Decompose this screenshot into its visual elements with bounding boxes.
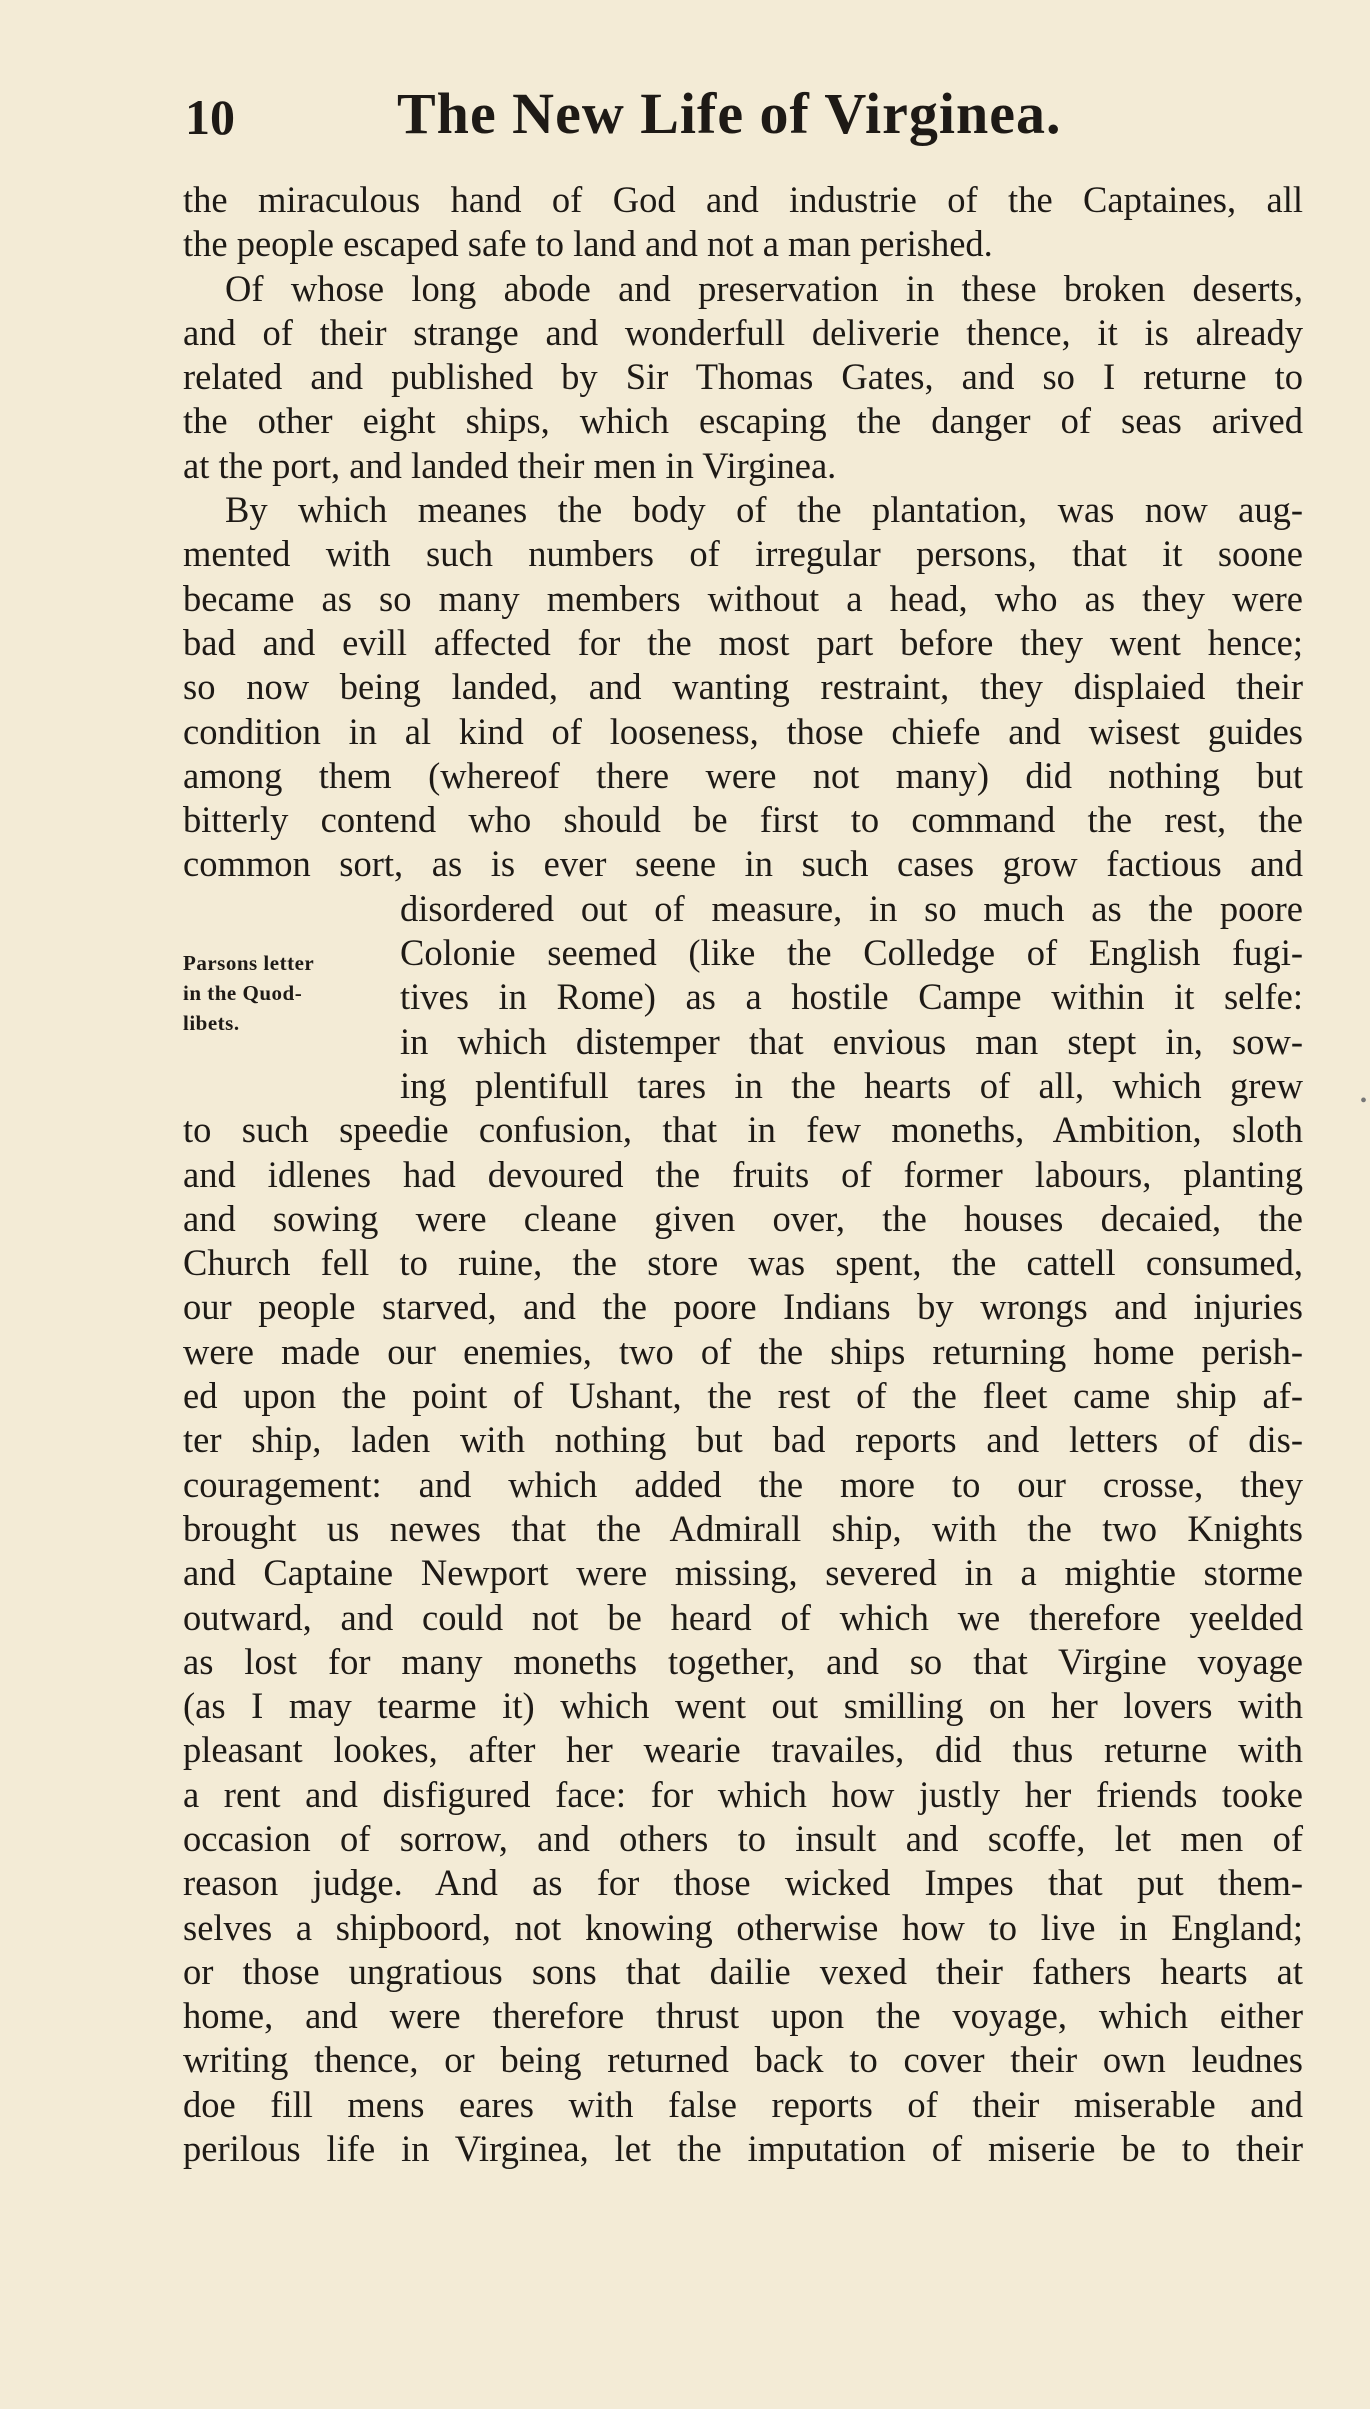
text-line: common sort, as is ever seene in such cases grow factious and bbox=[183, 843, 1303, 885]
text-line: disordered out of measure, in so much as the poore bbox=[400, 887, 1303, 929]
text-line: and of their strange and wonderfull deliverie thence, it is already bbox=[183, 311, 1303, 353]
text-line: (as I may tearme it) which went out smilling on her lovers with bbox=[183, 1685, 1303, 1727]
text-line: brought us newes that the Admirall ship, with the two Knights bbox=[183, 1507, 1303, 1549]
page-header bbox=[185, 80, 1295, 170]
text-line: ter ship, laden with nothing but bad reports and letters of dis- bbox=[183, 1419, 1303, 1461]
page-number: 10 bbox=[185, 89, 235, 145]
text-line: a rent and disfigured face: for which how justly her friends tooke bbox=[183, 1773, 1303, 1815]
text-line: and idlenes had devoured the fruits of former labours, planting bbox=[183, 1153, 1303, 1195]
text-line: Church fell to ruine, the store was spent, the cattell consumed, bbox=[183, 1242, 1303, 1284]
text-line: selves a shipboord, not knowing otherwise how to live in England; bbox=[183, 1906, 1303, 1948]
text-line: were made our enemies, two of the ships returning home perish- bbox=[183, 1330, 1303, 1372]
text-line: outward, and could not be heard of which we therefore yeelded bbox=[183, 1596, 1303, 1638]
text-line: perilous life in Virginea, let the imputation of miserie be to their bbox=[183, 2128, 1303, 2170]
text-line: doe fill mens eares with false reports of their miserable and bbox=[183, 2083, 1303, 2125]
text-line: By which meanes the body of the plantation, was now aug- bbox=[225, 489, 1303, 531]
text-line: and Captaine Newport were missing, severed in a mightie storme bbox=[183, 1552, 1303, 1594]
text-line: among them (whereof there were not many) did nothing but bbox=[183, 754, 1303, 796]
paper-speck: • bbox=[1360, 1090, 1368, 1112]
text-line: to such speedie confusion, that in few moneths, Ambition, sloth bbox=[183, 1109, 1303, 1151]
text-line: became as so many members without a head, who as they were bbox=[183, 577, 1303, 619]
text-line: Of whose long abode and preservation in these broken deserts, bbox=[225, 267, 1303, 309]
text-line: tives in Rome) as a hostile Campe within it selfe: bbox=[400, 976, 1303, 1018]
text-line: the miraculous hand of God and industrie of the Captaines, all bbox=[183, 179, 1303, 220]
margin-note-line: in the Quod- bbox=[183, 981, 303, 1005]
text-line: so now being landed, and wanting restraint, they displaied their bbox=[183, 666, 1303, 708]
running-title: The New Life of Virginea. bbox=[397, 81, 1062, 146]
text-line: our people starved, and the poore Indians by wrongs and injuries bbox=[183, 1286, 1303, 1328]
text-line: ing plentifull tares in the hearts of all, which grew bbox=[400, 1064, 1303, 1106]
text-line: the people escaped safe to land and not a man perished. bbox=[183, 223, 993, 265]
text-line: reason judge. And as for those wicked Impes that put them- bbox=[183, 1862, 1303, 1904]
text-line: occasion of sorrow, and others to insult and scoffe, let men of bbox=[183, 1817, 1303, 1859]
text-line: couragement: and which added the more to our crosse, they bbox=[183, 1463, 1303, 1505]
text-line: mented with such numbers of irregular persons, that it soone bbox=[183, 533, 1303, 575]
body-text bbox=[183, 178, 1303, 2171]
margin-note-line: Parsons letter bbox=[183, 951, 315, 975]
text-line: bitterly contend who should be first to command the rest, the bbox=[183, 799, 1303, 841]
text-line: in which distemper that envious man stept in, sow- bbox=[400, 1020, 1303, 1062]
text-line: as lost for many moneths together, and so that Virgine voyage bbox=[183, 1640, 1303, 1682]
text-line: home, and were therefore thrust upon the voyage, which either bbox=[183, 1995, 1303, 2037]
text-line: Colonie seemed (like the Colledge of English fugi- bbox=[400, 932, 1303, 974]
margin-note-line: libets. bbox=[183, 1011, 240, 1035]
text-line: ed upon the point of Ushant, the rest of the fleet came ship af- bbox=[183, 1375, 1303, 1417]
text-line: related and published by Sir Thomas Gates, and so I returne to bbox=[183, 356, 1303, 398]
text-line: or those ungratious sons that dailie vexed their fathers hearts at bbox=[183, 1950, 1303, 1992]
text-line: and sowing were cleane given over, the houses decaied, the bbox=[183, 1197, 1303, 1239]
text-line: bad and evill affected for the most part before they went hence; bbox=[183, 621, 1303, 663]
text-line: pleasant lookes, after her wearie travailes, did thus returne with bbox=[183, 1729, 1303, 1771]
text-line: at the port, and landed their men in Virginea. bbox=[183, 444, 837, 486]
text-line: condition in al kind of looseness, those chiefe and wisest guides bbox=[183, 710, 1303, 752]
text-line: the other eight ships, which escaping the danger of seas arived bbox=[183, 400, 1303, 442]
text-line: writing thence, or being returned back to cover their own leudnes bbox=[183, 2039, 1303, 2081]
